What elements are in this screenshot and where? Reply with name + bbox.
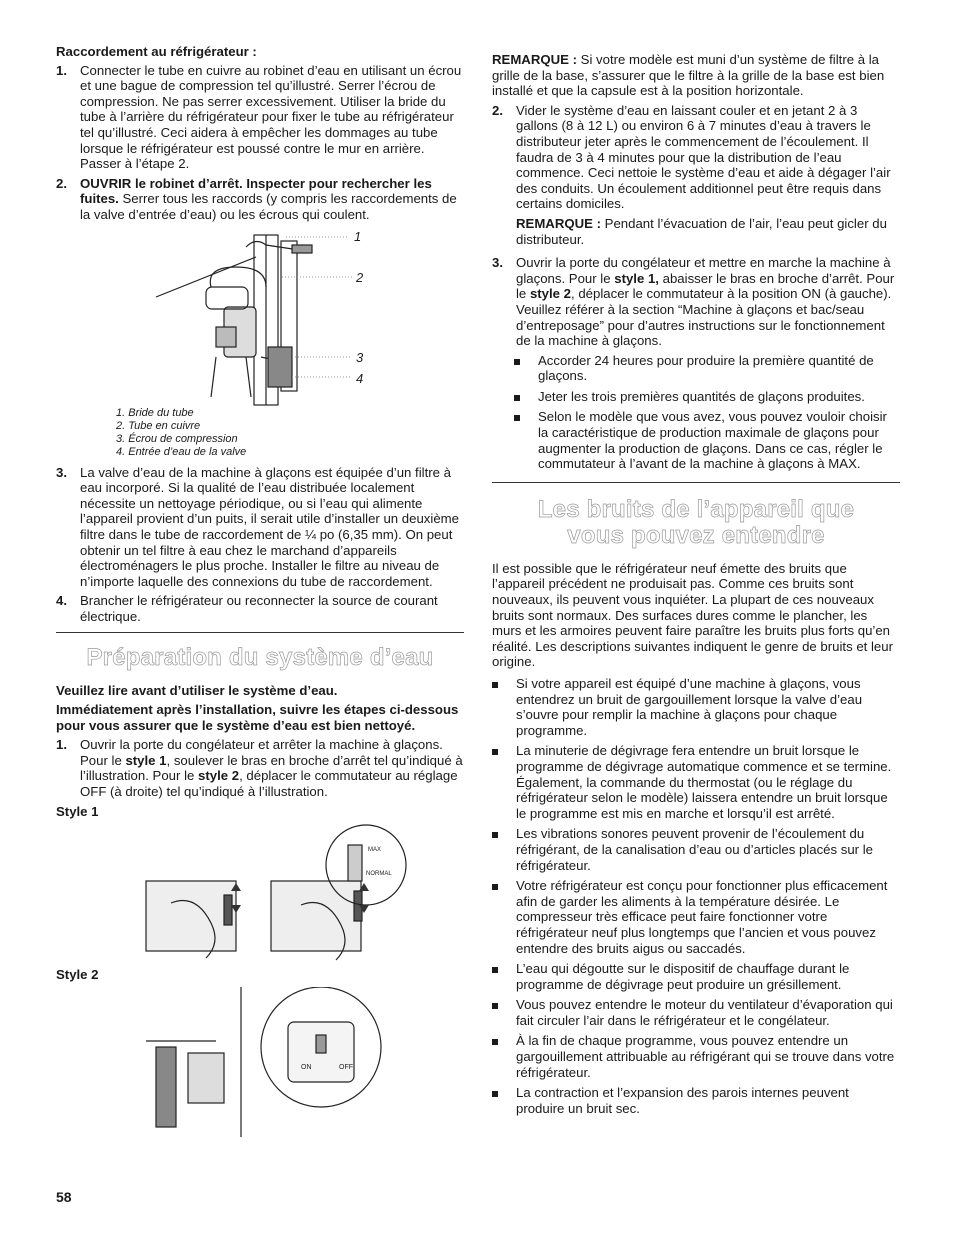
- bullet-text: Si votre appareil est équipé d’une machine à glaçons, vous entendrez un bruit de gargouillement lorsque la valve d’eau s’ouvre pour remplir la machine à glaçons pour chaque programme.: [516, 676, 863, 738]
- style-1-label: Style 1: [56, 803, 99, 819]
- section-title-noises: Les bruits de l’appareil que vous pouvez entendre: [537, 495, 855, 549]
- bullet-text: La minuterie de dégivrage fera entendre un bruit lorsque le programme de dégivrage automatique commence et se termine. Également, la commande du thermostat (ou le réglage du réfrigérateur selon le modèle) laissera entendre un bruit lorsque le programme est mis en marche et lorsqu’il est arrêté.: [516, 743, 892, 821]
- switch-max-label: MAX: [368, 847, 382, 854]
- step-bold-text: style 2: [529, 286, 571, 302]
- step-text: abaisser le bras en broche d’arrêt. Pour le: [516, 270, 895, 302]
- prep-step-1: [56, 737, 464, 799]
- bullet-icon: [514, 415, 520, 421]
- bullet-icon: [492, 967, 498, 973]
- step-bold-text: OUVRIR le robinet d’arrêt. Inspecter pour rechercher les fuites.: [80, 175, 432, 207]
- step-text: Brancher le réfrigérateur ou reconnecter la source de courant électrique.: [80, 593, 438, 624]
- right-column: [492, 52, 900, 1121]
- style-1-illustration: [56, 823, 464, 963]
- connect-step-4: [56, 593, 464, 624]
- list-item: [514, 353, 900, 384]
- switch-normal-label: NORMAL: [366, 871, 392, 878]
- bullet-icon: [514, 395, 520, 401]
- style-1-figure: [56, 823, 464, 963]
- bullet-text: À la fin de chaque programme, vous pouvez entendre un gargouillement attribuable au réfrigérant qui se trouve dans votre réfrigérateur.: [516, 1033, 895, 1080]
- figure-label-3: 3: [356, 349, 364, 365]
- bullet-icon: [492, 682, 498, 688]
- bullet-text: Accorder 24 heures pour produire la première quantité de glaçons.: [538, 352, 874, 384]
- step-text: , déplacer le commutateur au réglage OFF (à droite) tel qu’indiqué à l’illustration.: [80, 768, 458, 800]
- list-item: [492, 997, 900, 1028]
- filter-note: [492, 52, 900, 99]
- figure-label-1: 1: [354, 228, 362, 244]
- figure-label-2: 2: [356, 269, 364, 285]
- bullet-text: Votre réfrigérateur est conçu pour fonctionner plus efficacement afin de garder les aliments à la température désirée. Le compresseur très efficace peut faire fonctionner votre réfrigérateur neuf plus longtemps que l’ancien et vous pouvez entendre des bruits aigus ou saccadés.: [516, 878, 888, 956]
- step-number: 3.: [56, 464, 67, 480]
- bullet-text: La contraction et l’expansion des parois internes peuvent produire un bruit sec.: [516, 1085, 849, 1116]
- step-number: 2.: [492, 102, 503, 118]
- step-bold-text: style 2: [198, 768, 240, 784]
- section-divider: [492, 482, 900, 483]
- page-number: 58: [56, 1189, 72, 1205]
- bullet-icon: [492, 832, 498, 838]
- noise-intro: Il est possible que le réfrigérateur neuf émette des bruits que l’appareil précédent ne produisait pas. Comme ces bruits sont nouveaux, ils peuvent vous inquiéter. La plupart de ces nouveaux bruits sont normaux. Des surfaces dures comme le plancher, les murs et les armoires peuvent faire paraître les bruits plus forts qu’en réalité. Les descriptions suivantes indiquent le genre de bruits et leur origine.: [492, 560, 893, 670]
- caption-1: 1. Bride du tube: [116, 406, 194, 419]
- style-2-label: Style 2: [56, 967, 99, 983]
- bullet-icon: [492, 1091, 498, 1097]
- bullet-icon: [492, 749, 498, 755]
- list-item: [492, 676, 900, 738]
- step-text: , déplacer le commutateur à la position ON (à gauche). Veuillez référer à la section “Machine à glaçons et bac/seau d’entreposage” pour d’autres instructions sur le fonctionnement de la machine à glaçons.: [516, 286, 892, 349]
- step-number: 1.: [56, 737, 67, 753]
- figure-captions: [56, 407, 464, 459]
- note-text: Si votre modèle est muni d’un système de filtre à la grille de la base, s’assurer que le filtre à la grille de la base est bien installé et que la capsule est à la position horizontale.: [492, 52, 885, 99]
- list-item: [514, 409, 900, 471]
- bullet-text: Jeter les trois premières quantités de glaçons produites.: [538, 388, 865, 404]
- switch-off-label: OFF: [339, 1063, 353, 1071]
- valve-figure: [56, 227, 464, 407]
- left-column: [56, 44, 464, 1137]
- immediately-note: Immédiatement après l’installation, suivre les étapes ci-dessous pour vous assurer que le système d’eau est bien nettoyé.: [56, 702, 459, 733]
- step-number: 4.: [56, 593, 67, 609]
- section-divider: [56, 632, 464, 633]
- prep-step-2: [492, 103, 900, 247]
- read-first-note: Veuillez lire avant d’utiliser le système d’eau.: [56, 683, 338, 699]
- step-text: Connecter le tube en cuivre au robinet d’eau en utilisant un écrou et une bague de compression tel qu’illustré. Serrer l’écrou de compression. Ne pas serrer excessivement. Utiliser la bride du tube à l’arrière du réfrigérateur pour fixer le tube au réfrigérateur tel qu’illustré. Ceci aidera à empêcher les dommages au tube lorsque le réfrigérateur est poussé contre le mur en arrière. Passer à l’étape 2.: [80, 62, 462, 172]
- step-text: La valve d’eau de la machine à glaçons est équipée d’un filtre à eau incorporé. Si la qualité de l’eau distribuée localement nécessite un nettoyage périodique, ou si l’eau qui alimente l’appareil provient d’un puits, il serait utile d’installer un deuxième filtre dans le tube de raccordement de ¼ po (6,35 mm). On peut obtenir un tel filtre à eau chez le marchand d’appareils électroménagers le plus proche. Installer le filtre au niveau de n’importe laquelle des connexions du tube de raccordement.: [80, 464, 459, 589]
- air-note: [516, 216, 900, 247]
- connect-step-2: [56, 176, 464, 223]
- caption-2: 2. Tube en cuivre: [116, 419, 201, 432]
- bullet-icon: [492, 1003, 498, 1009]
- list-item: [492, 878, 900, 956]
- style-2-figure: [56, 987, 464, 1137]
- connect-heading: Raccordement au réfrigérateur :: [56, 44, 257, 59]
- caption-3: 3. Écrou de compression: [116, 432, 238, 445]
- note-label: REMARQUE :: [492, 52, 577, 67]
- bullet-text: Selon le modèle que vous avez, vous pouvez vouloir choisir la caractéristique de production maximale de glaçons pour augmenter la production de glaçons. Dans ce cas, régler le commutateur à l’avant de la machine à glaçons à MAX.: [538, 409, 887, 472]
- bullet-text: Les vibrations sonores peuvent provenir de l’écoulement du réfrigérant, de la canalisation d’eau ou d’articles placés sur le réfrigérateur.: [516, 826, 873, 873]
- bullet-text: L’eau qui dégoutte sur le dispositif de chauffage durant le programme de dégivrage peut produire un grésillement.: [516, 961, 850, 992]
- list-item: [492, 1033, 900, 1080]
- step-bold-text: style 1,: [614, 270, 659, 286]
- step-text: Vider le système d’eau en laissant couler et en jetant 2 à 3 gallons (8 à 12 L) ou environ 6 à 7 minutes d’eau à travers le distributeur jeter après le commencement de l’écoulement. Il faudra de 3 à 4 minutes pour que la distribution de l’eau commence. Ceci nettoie le système d’eau et aide à dégager l’air des conduits. Un écoulement additionnel peut être requis dans certains domiciles.: [516, 102, 891, 212]
- valve-illustration: [56, 227, 464, 407]
- step-text: Serrer tous les raccords (y compris les raccordements de la valve d’entrée d’eau) ou les écrous qui coulent.: [80, 191, 457, 222]
- switch-on-label: ON: [301, 1063, 312, 1071]
- step-text: Ouvrir la porte du congélateur et mettre en marche la machine à glaçons. Pour le: [516, 255, 891, 286]
- step-number: 3.: [492, 255, 503, 271]
- bullet-text: Vous pouvez entendre le moteur du ventilateur d’évaporation qui fait circuler l’air dans le réfrigérateur et le congélateur.: [516, 997, 893, 1028]
- list-item: [492, 961, 900, 992]
- connect-step-3: [56, 465, 464, 590]
- step-text: , soulever le bras en broche d’arrêt tel qu’indiqué à l’illustration. Pour le: [80, 752, 463, 784]
- step-number: 2.: [56, 175, 67, 191]
- step-text: Ouvrir la porte du congélateur et arrêter la machine à glaçons. Pour le: [80, 737, 443, 768]
- note-label: REMARQUE :: [516, 215, 601, 231]
- bullet-icon: [492, 1039, 498, 1045]
- note-text: Pendant l’évacuation de l’air, l’eau peut gicler du distributeur.: [516, 215, 887, 247]
- style-2-illustration: [56, 987, 464, 1137]
- section-title-water-system: Préparation du système d’eau: [86, 644, 434, 672]
- bullet-icon: [514, 359, 520, 365]
- list-item: [492, 743, 900, 821]
- connect-step-1: [56, 63, 464, 172]
- bullet-icon: [492, 884, 498, 890]
- figure-label-4: 4: [356, 370, 364, 386]
- step-number: 1.: [56, 62, 67, 78]
- list-item: [492, 1085, 900, 1116]
- list-item: [514, 389, 900, 405]
- caption-4: 4. Entrée d’eau de la valve: [116, 445, 247, 458]
- prep-step-3: [492, 255, 900, 349]
- step-bold-text: style 1: [125, 752, 167, 768]
- list-item: [492, 826, 900, 873]
